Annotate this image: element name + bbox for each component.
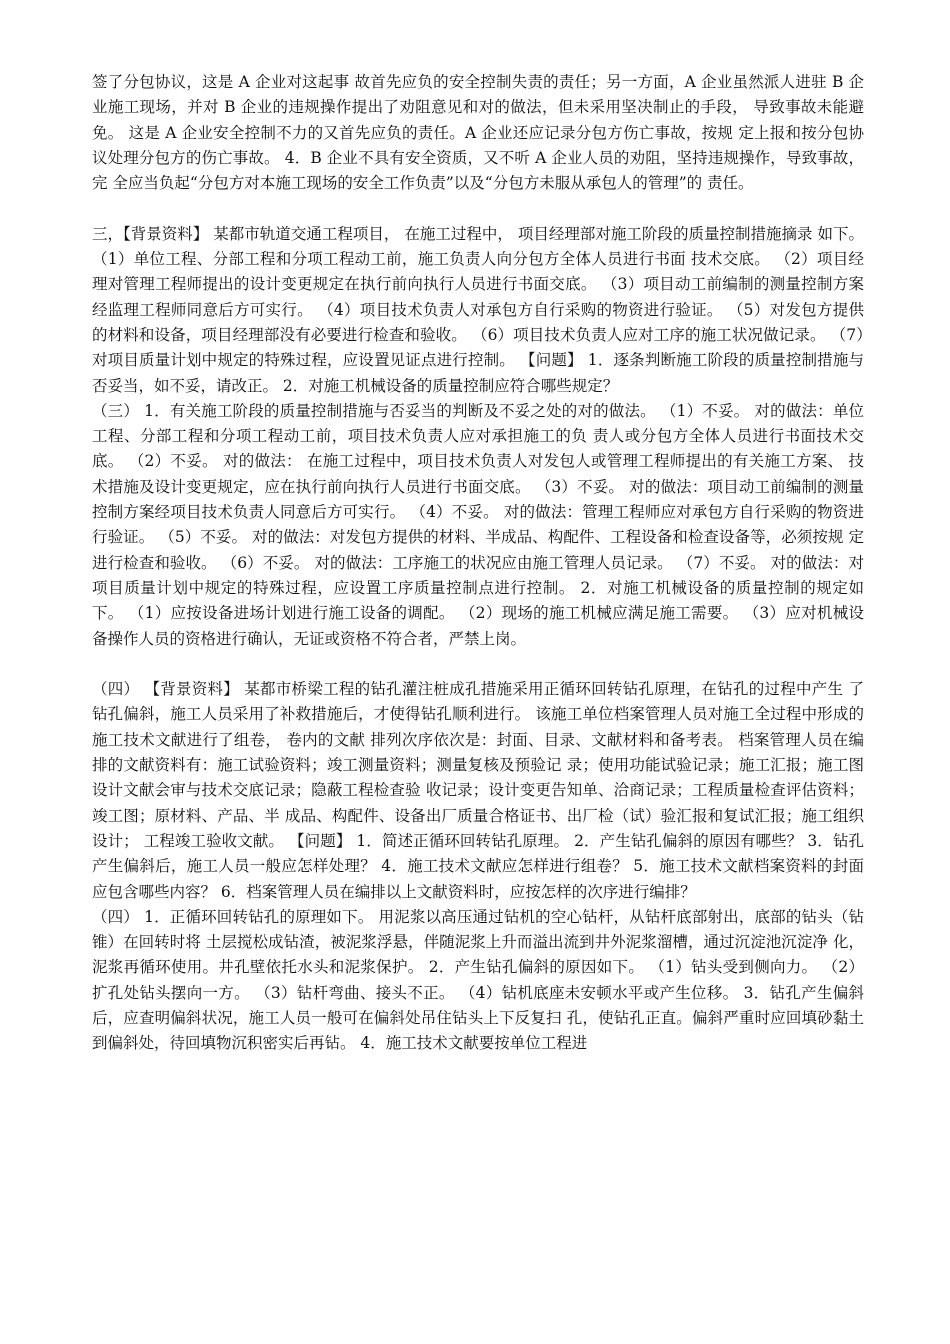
paragraph-case-four-answer: （四） 1．正循环回转钻孔的原理如下。 用泥浆以高压通过钻机的空心钻杆，从钻杆底部射出，底部的钻头（钻锥）在回转时将 土层搅松成钻渣，被泥浆浮悬，伴随泥浆上升而溢出流到井外泥浆溜槽，通过沉淀池沉淀净 化，泥浆再循环使用。井孔壁依托水头和泥浆保护。 2．产生钻孔偏斜的原因如下。 （1）钻头受到侧向力。 （2）扩孔处钻头摆向一方。 （3）钻杆弯曲、接头不正。 （4）钻机底座未安顿水平或产生位移。 3．钻孔产生偏斜后，应查明偏斜状况，施工人员一般可在偏斜处吊住钻头上下反复扫 孔，使钻孔正直。偏斜严重时应回填砂黏土到偏斜处，待回填物沉积密实后再钻。 4．施工技术文献要按单位工程进 bbox=[92, 907, 864, 1053]
paragraph-spacer bbox=[92, 196, 864, 221]
paragraph-spacer bbox=[92, 652, 864, 677]
paragraph-case-three-background: 三，【背景资料】 某都市轨道交通工程项目， 在施工过程中， 项目经理部对施工阶段的质量控制措施摘录 如下。 （1）单位工程、分部工程和分项工程动工前，施工负责人向分包方全体人员进行书面 技术交底。 （2）项目经理对管理工程师提出的设计变更规定在执行前向执行人员进行书面交底。 （3）项目动工前编制的测量控制方案经监理工程师同意后方可实行。 （4）项目技术负责人对承包方自行采购的物资进行验证。 （5）对发包方提供的材料和设备，项目经理部没有必要进行检查和验收。 （6）项目技术负责人应对工序的施工状况做记录。 （7）对项目质量计划中规定的特殊过程，应设置见证点进行控制。 【问题】 1．逐条判断施工阶段的质量控制措施与否妥当，如不妥，请改正。 2．对施工机械设备的质量控制应符合哪些规定？ bbox=[92, 224, 864, 395]
paragraph-case-three-answer: （三） 1．有关施工阶段的质量控制措施与否妥当的判断及不妥之处的对的做法。 （1）不妥。 对的做法：单位工程、分部工程和分项工程动工前，项目技术负责人应对承担施工的负 责人或分包方全体人员进行书面技术交底。 （2）不妥。 对的做法： 在施工过程中，项目技术负责人对发包人或管理工程师提出的有关施工方案、 技术措施及设计变更规定，应在执行前向执行人员进行书面交底。 （3）不妥。 对的做法：项目动工前编制的测量控制方案经项目技术负责人同意后方可实行。 （4）不妥。 对的做法：管理工程师应对承包方自行采购的物资进行验证。 （5）不妥。 对的做法：对发包方提供的材料、半成品、构配件、工程设备和检查设备等，必须按规 定进行检查和验收。 （6）不妥。 对的做法：工序施工的状况应由施工管理人员记录。 （7）不妥。 对的做法：对项目质量计划中规定的特殊过程，应设置工序质量控制点进行控制。 2．对施工机械设备的质量控制的规定如下。 （1）应按设备进场计划进行施工设备的调配。 （2）现场的施工机械应满足施工需要。 （3）应对机械设备操作人员的资格进行确认，无证或资格不符合者，严禁上岗。 bbox=[92, 401, 864, 648]
document-page bbox=[92, 70, 864, 1057]
paragraph-case-four-background: （四） 【背景资料】 某都市桥梁工程的钻孔灌注桩成孔措施采用正循环回转钻孔原理，在钻孔的过程中产生 了钻孔偏斜，施工人员采用了补救措施后，才使得钻孔顺利进行。 该施工单位档案管理人员对施工全过程中形成的施工技术文献进行了组卷， 卷内的文献 排列次序依次是：封面、目录、文献材料和备考表。 档案管理人员在编排的文献资料有：施工试验资料；竣工测量资料；测量复核及预验记 录；使用功能试验记录；施工汇报；施工图设计文献会审与技术交底记录；隐蔽工程检查验 收记录；设计变更告知单、洽商记录；工程质量检查评估资料；竣工图；原材料、产品、半 成品、构配件、设备出厂质量合格证书、出厂检（试）验汇报和复试汇报；施工组织设计； 工程竣工验收文献。 【问题】 1．简述正循环回转钻孔原理。 2．产生钻孔偏斜的原因有哪些？ 3．钻孔产生偏斜后，施工人员一般应怎样处理？ 4．施工技术文献应怎样进行组卷？ 5．施工技术文献档案资料的封面应包含哪些内容？ 6．档案管理人员在编排以上文献资料时，应按怎样的次序进行编排？ bbox=[92, 680, 864, 901]
paragraph-liability-conclusion: 签了分包协议，这是 A 企业对这起事 故首先应负的安全控制失责的责任；另一方面，A 企业虽然派人进驻 B 企业施工现场，并对 B 企业的违规操作提出了劝阻意见和对的做法，但未采用坚决制止的手段， 导致事故未能避免。 这是 A 企业安全控制不力的又首先应负的责任。A 企业还应记录分包方伤亡事故，按规 定上报和按分包协议处理分包方的伤亡事故。 4．B 企业不具有安全资质，又不听 A 企业人员的劝阻，坚持违规操作，导致事故，完 全应当负起“分包方对本施工现场的安全工作负责”以及“分包方未服从承包人的管理”的 责任。 bbox=[92, 73, 864, 193]
